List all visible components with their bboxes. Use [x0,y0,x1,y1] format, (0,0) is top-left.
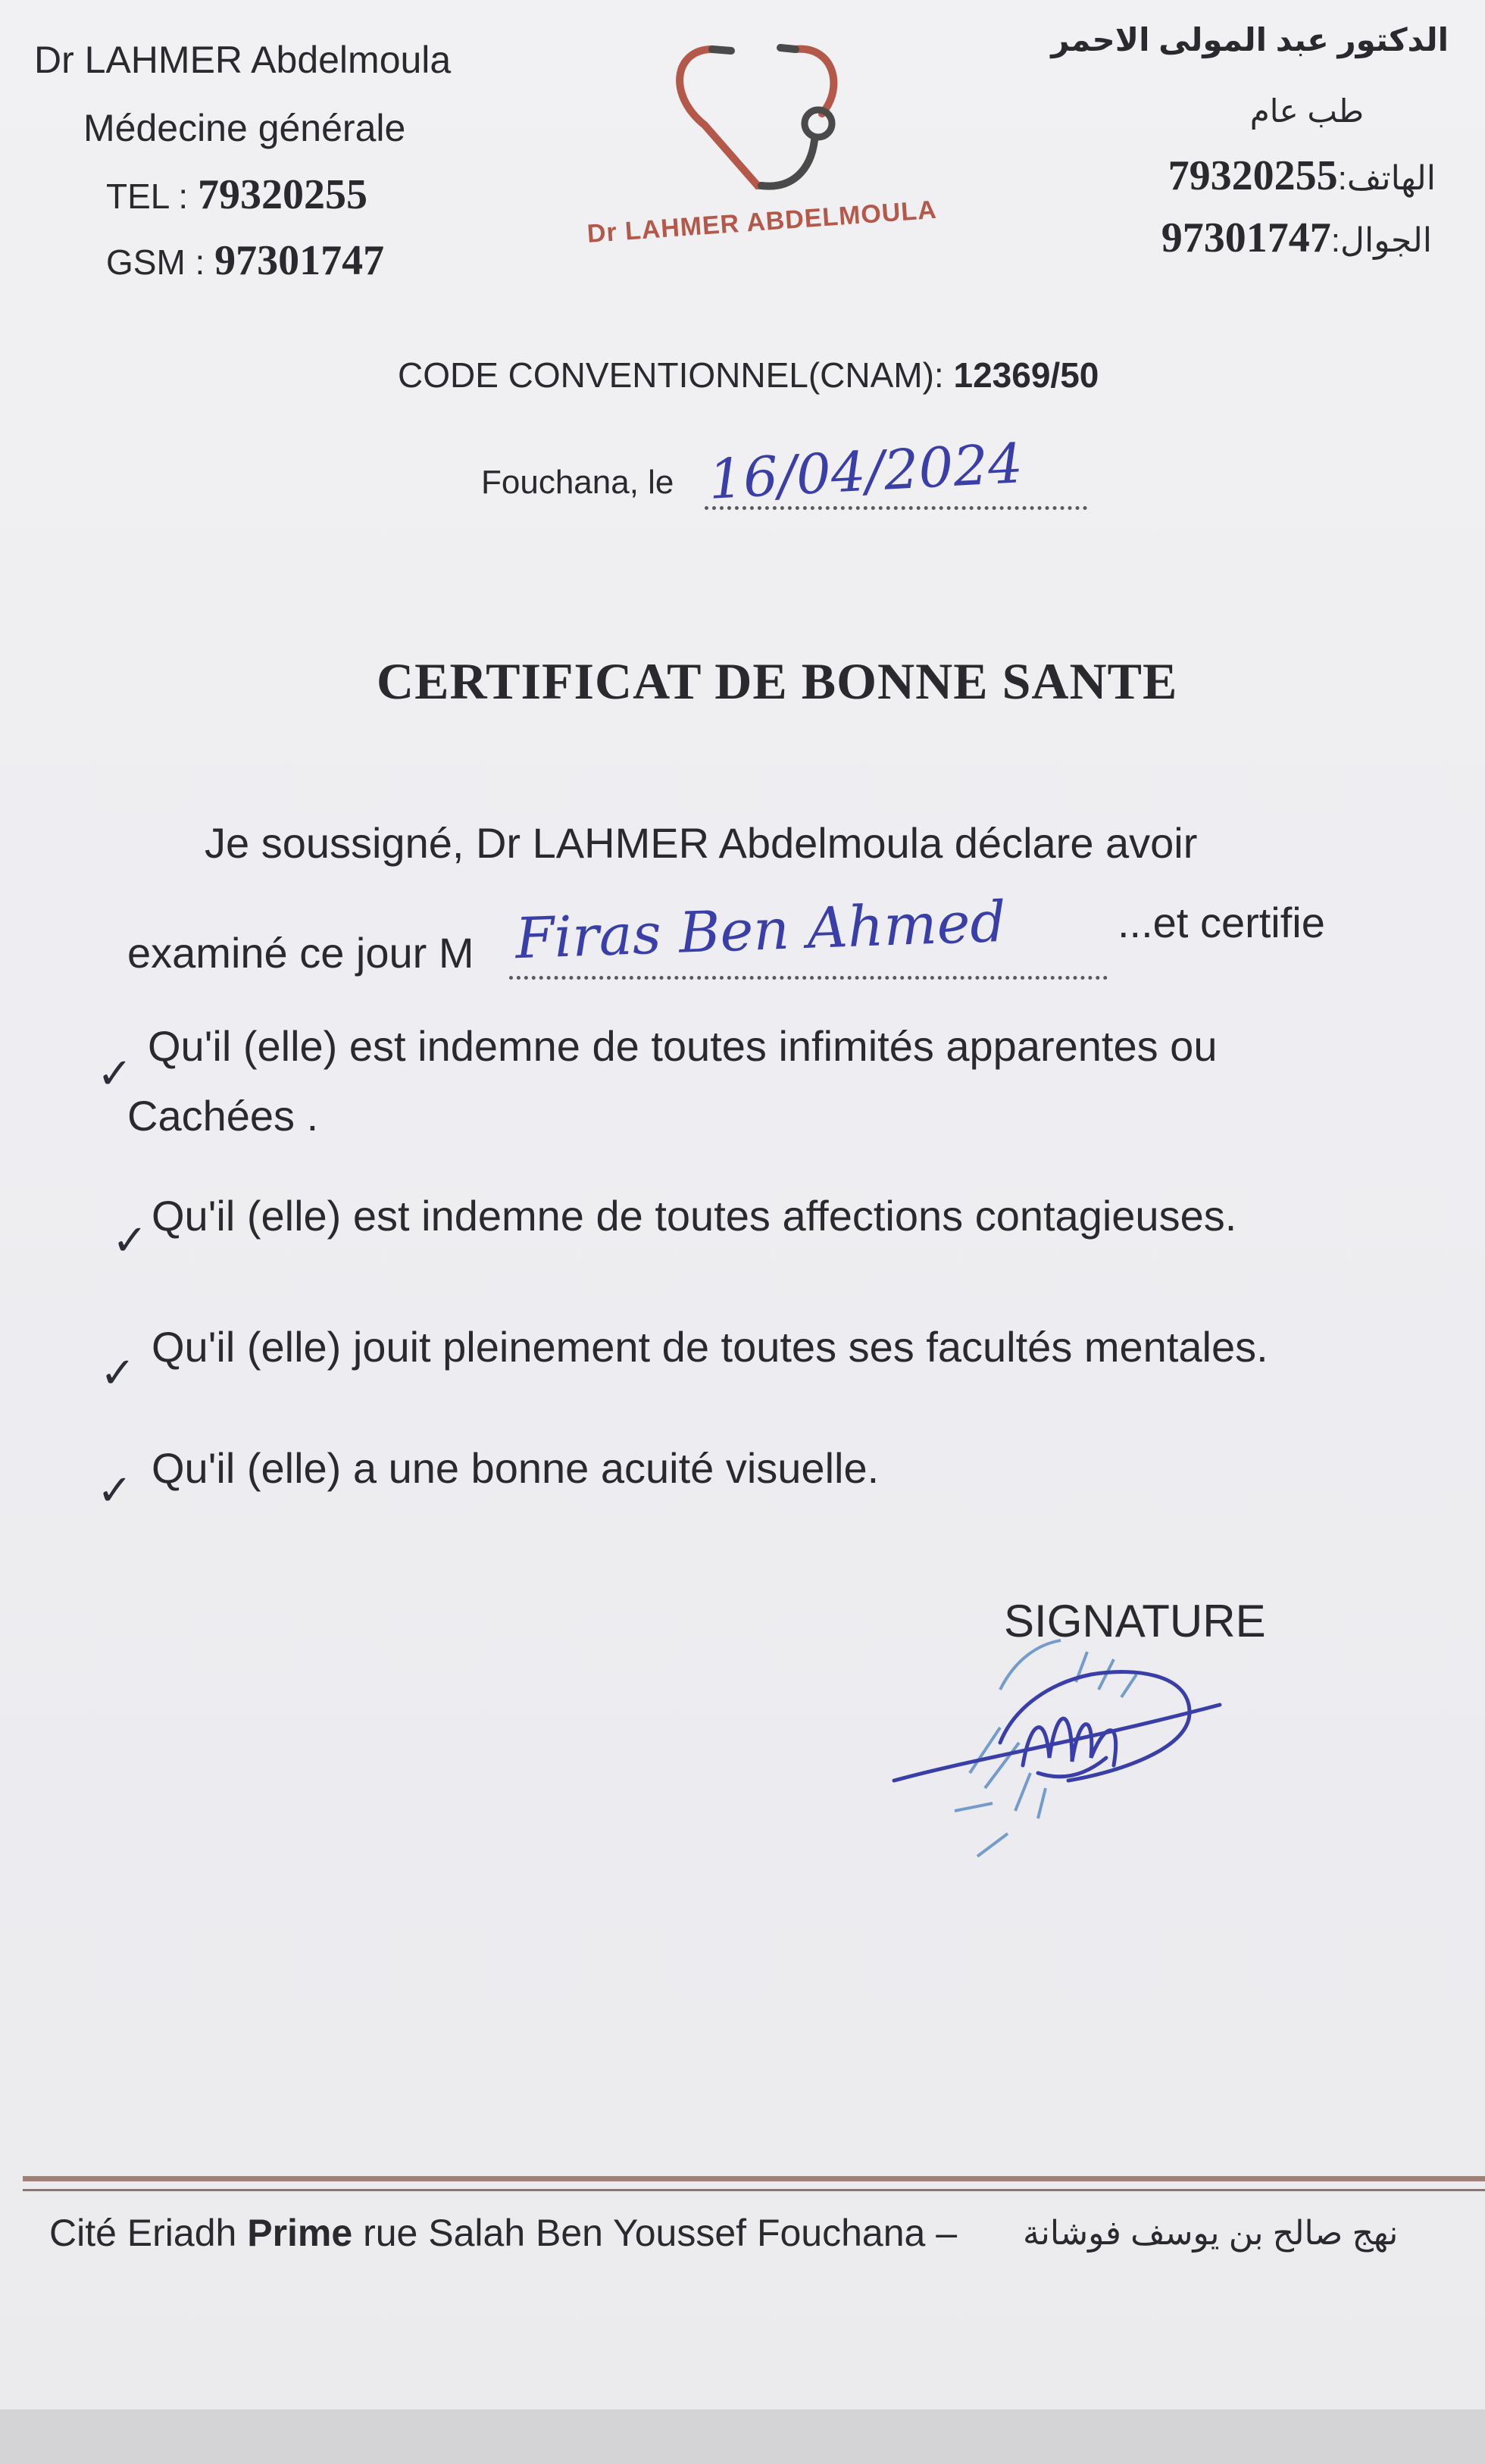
signature-label: SIGNATURE [1004,1596,1266,1646]
doctor-name-arabic: الدكتور عبد المولى الاحمر [1051,22,1449,58]
declaration-line-2-end: ...et certifie [1118,899,1325,946]
tel-number-arabic: 79320255 [1168,152,1338,199]
footer-address-bold: Prime [247,2212,353,2254]
doctor-name: Dr LAHMER Abdelmoula [34,39,452,81]
check-mark-icon: ✓ [97,1049,133,1099]
certify-item-1: Qu'il (elle) est indemne de toutes infimités apparentes ou [148,1022,1218,1070]
footer-address-arabic: نهج صالح بن يوسف فوشانة [1023,2215,1399,2252]
footer-address [49,2211,957,2255]
check-mark-icon: ✓ [100,1349,136,1398]
date-label: Fouchana, le [481,464,674,501]
handwritten-date: 16/04/2024 [707,431,1024,511]
doctor-specialty: Médecine générale [83,107,406,149]
doctor-specialty-arabic: طب عام [1249,93,1364,129]
declaration-line-2-start: examiné ce jour M [127,929,474,977]
gsm-label-arabic: :الجوال [1330,222,1432,259]
gsm-line [106,236,384,285]
tel-line-arabic [1168,152,1436,200]
footer-address-end: rue Salah Ben Youssef Fouchana – [352,2212,958,2254]
signature-stamp-icon [886,1629,1243,1887]
certify-item-4: Qu'il (elle) a une bonne acuité visuelle. [152,1444,880,1492]
cnam-code-value: 12369/50 [953,355,1099,395]
gsm-line-arabic [1161,214,1432,262]
gsm-label: GSM : [106,242,205,282]
stethoscope-heart-icon [659,34,864,208]
check-mark-icon: ✓ [97,1466,133,1515]
gsm-number-arabic: 97301747 [1161,214,1331,261]
tel-number: 79320255 [198,171,367,218]
tel-label: TEL : [106,177,189,216]
certify-item-3: Qu'il (elle) jouit pleinement de toutes ses facultés mentales. [152,1323,1268,1371]
tel-label-arabic: :الهاتف [1337,160,1436,197]
cnam-code-label: CODE CONVENTIONNEL(CNAM): [398,355,944,395]
footer-address-start: Cité Eriadh [49,2212,248,2254]
tel-line [106,170,367,219]
certify-item-2: Qu'il (elle) est indemne de toutes affections contagieuses. [152,1192,1237,1240]
document-title: CERTIFICAT DE BONNE SANTE [377,652,1178,710]
footer-divider [23,2176,1485,2181]
gsm-number: 97301747 [214,237,385,284]
check-mark-icon: ✓ [112,1216,148,1265]
cnam-code-line [398,355,1099,396]
footer-divider-thin [23,2189,1485,2191]
declaration-line-1: Je soussigné, Dr LAHMER Abdelmoula déclare avoir [205,819,1198,867]
handwritten-patient-name: Firas Ben Ahmed [514,889,1008,972]
logo-text: Dr LAHMER ABDELMOULA [586,195,938,249]
certify-item-1-cont: Cachées . [127,1092,319,1140]
page-bottom-edge [0,2409,1485,2464]
